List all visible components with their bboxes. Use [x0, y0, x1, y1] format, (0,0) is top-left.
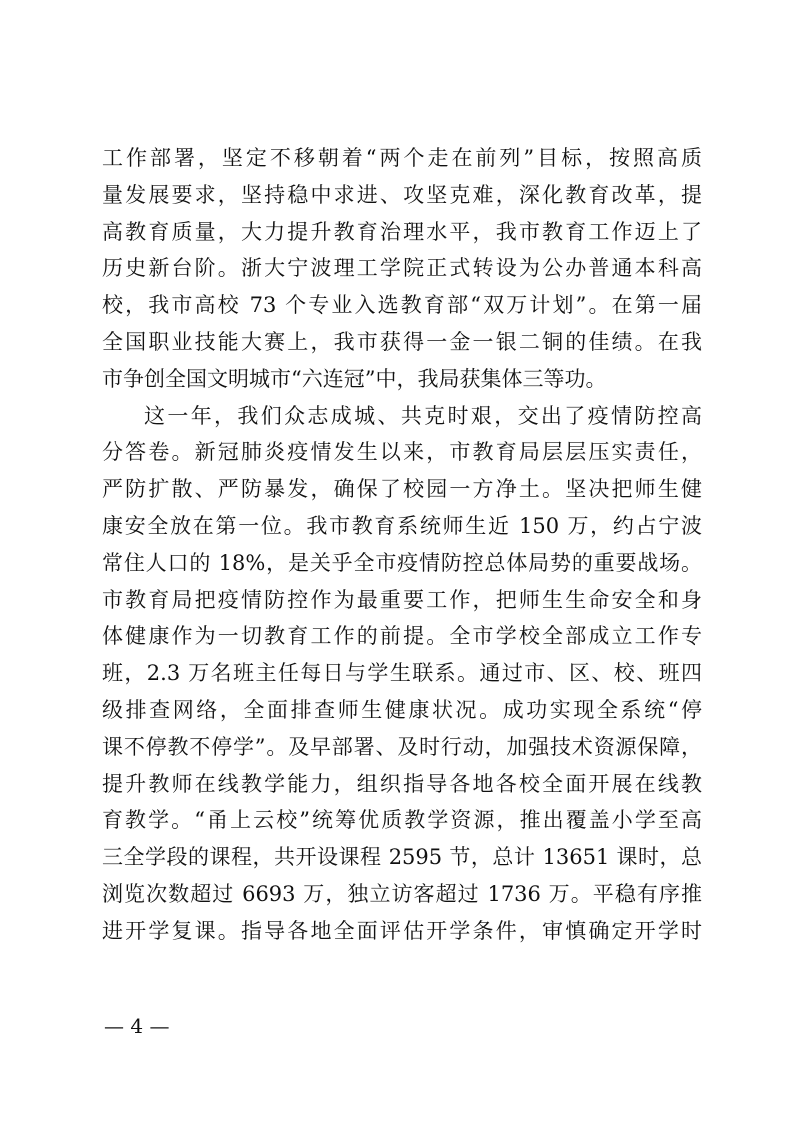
text-line: 进开学复课。指导各地全面评估开学条件，审慎确定开学时 [102, 918, 702, 943]
text-line: 课不停教不停学”。及早部署、及时行动，加强技术资源保障， [102, 734, 702, 759]
text-line: 提升教师在线教学能力，组织指导各地各校全面开展在线教 [102, 771, 702, 796]
text-line: 分答卷。新冠肺炎疫情发生以来，市教育局层层压实责任， [102, 440, 702, 465]
text-line: 全国职业技能大赛上，我市获得一金一银二铜的佳绩。在我 [102, 329, 702, 354]
text-line: 历史新台阶。浙大宁波理工学院正式转设为公办普通本科高 [102, 256, 702, 281]
text-line: 康安全放在第一位。我市教育系统师生近 150 万，约占宁波 [102, 513, 702, 538]
text-line: 高教育质量，大力提升教育治理水平，我市教育工作迈上了 [102, 219, 702, 244]
text-line: 市争创全国文明城市“六连冠”中，我局获集体三等功。 [102, 366, 607, 391]
text-line: 三全学段的课程，共开设课程 2595 节，总计 13651 课时，总 [102, 845, 702, 870]
text-line: 级排查网络，全面排查师生健康状况。成功实现全系统“停 [102, 697, 702, 722]
text-line: 这一年，我们众志成城、共克时艰，交出了疫情防控高 [144, 403, 702, 428]
text-line: 市教育局把疫情防控作为最重要工作，把师生生命安全和身 [102, 587, 702, 612]
page-number: — 4 — [104, 1014, 170, 1038]
text-line: 浏览次数超过 6693 万，独立访客超过 1736 万。平稳有序推 [102, 881, 702, 906]
text-line: 校，我市高校 73 个专业入选教育部“双万计划”。在第一届 [102, 293, 702, 318]
text-line: 班，2.3 万名班主任每日与学生联系。通过市、区、校、班四 [102, 661, 702, 686]
text-line: 育教学。“甬上云校”统筹优质教学资源，推出覆盖小学至高 [102, 808, 702, 833]
text-line: 严防扩散、严防暴发，确保了校园一方净土。坚决把师生健 [102, 477, 702, 502]
text-line: 常住人口的 18%，是关乎全市疫情防控总体局势的重要战场。 [102, 550, 702, 575]
text-line: 体健康作为一切教育工作的前提。全市学校全部成立工作专 [102, 624, 702, 649]
text-line: 工作部署，坚定不移朝着“两个走在前列”目标，按照高质 [102, 146, 702, 170]
text-line: 量发展要求，坚持稳中求进、攻坚克难，深化教育改革，提 [102, 182, 702, 207]
body-text [102, 140, 702, 950]
